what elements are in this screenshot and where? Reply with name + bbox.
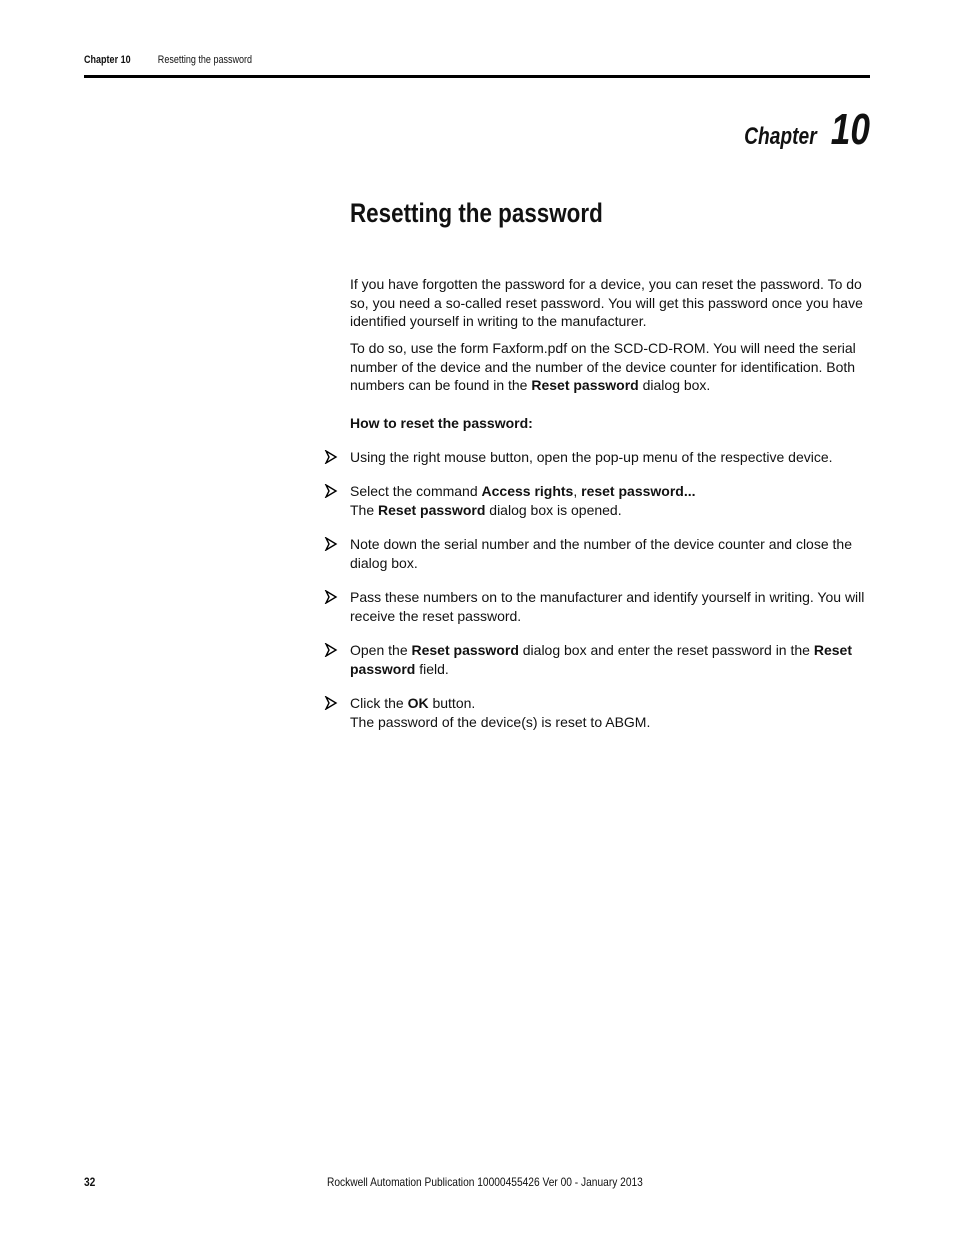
header-chapter: Chapter 10 bbox=[84, 54, 131, 66]
chapter-label bbox=[726, 105, 870, 154]
arrow-bullet-icon bbox=[324, 537, 338, 551]
howto-heading: How to reset the password: bbox=[350, 415, 533, 431]
step-text: Open the Reset password dialog box and enter the reset password in the Reset password field. bbox=[350, 642, 852, 677]
step-text: Note down the serial number and the number of the device counter and close the dialog box. bbox=[350, 536, 852, 571]
arrow-bullet-icon bbox=[324, 450, 338, 464]
header-rule bbox=[84, 75, 870, 78]
form-paragraph: To do so, use the form Faxform.pdf on the SCD-CD-ROM. You will need the serial number of the device and the number of the device counter for identification. Both numbers can be found in the Reset password dialog box. bbox=[350, 340, 856, 394]
intro-paragraph: If you have forgotten the password for a device, you can reset the password. To do so, you need a so-called reset password. You will get this password once you have identified yourself in writing to the manufacturer. bbox=[350, 276, 863, 330]
running-header bbox=[84, 54, 729, 74]
page-title: Resetting the password bbox=[350, 198, 603, 228]
arrow-bullet-icon bbox=[324, 484, 338, 498]
arrow-bullet-icon bbox=[324, 696, 338, 710]
step-text: Click the OK button. The password of the device(s) is reset to ABGM. bbox=[350, 695, 651, 730]
arrow-bullet-icon bbox=[324, 643, 338, 657]
page-number: 32 bbox=[84, 1175, 96, 1189]
header-section: Resetting the password bbox=[157, 54, 253, 66]
chapter-number: 10 bbox=[830, 105, 870, 154]
step-text: Using the right mouse button, open the pop-up menu of the respective device. bbox=[350, 449, 833, 465]
step-text: Select the command Access rights, reset password... The Reset password dialog box is opened. bbox=[350, 483, 696, 518]
step-text: Pass these numbers on to the manufacturer and identify yourself in writing. You will receive the reset password. bbox=[350, 589, 865, 624]
arrow-bullet-icon bbox=[324, 590, 338, 604]
publication-footer: Rockwell Automation Publication 10000455426 Ver 00 - January 2013 bbox=[327, 1175, 643, 1189]
chapter-word: Chapter bbox=[744, 123, 817, 150]
